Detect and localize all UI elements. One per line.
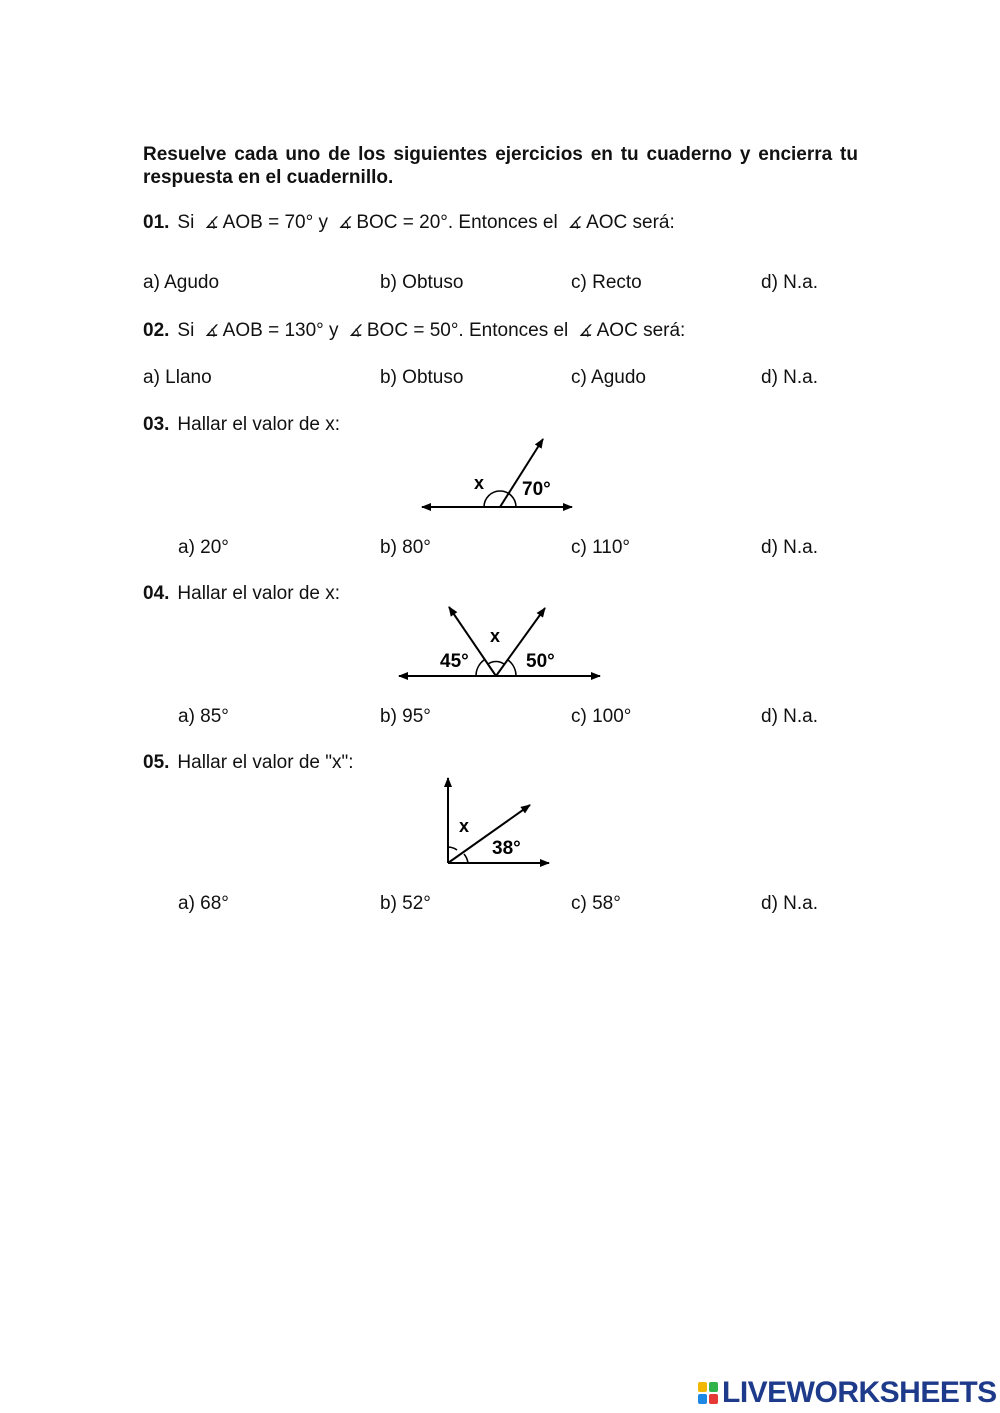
- option-b[interactable]: b) Obtuso: [380, 272, 464, 293]
- angle-arc: [464, 854, 468, 863]
- angle-icon: ∡: [204, 215, 219, 232]
- angle-icon: ∡: [567, 215, 583, 232]
- option-d[interactable]: d) N.a.: [761, 367, 819, 388]
- angle-arc: [476, 660, 484, 676]
- instructions: Resuelve cada uno de los siguientes ejercicios en tu cuaderno y encierra tu respuesta en el cuadernillo.: [143, 144, 858, 188]
- angle-label: 70°: [522, 479, 551, 500]
- option-a[interactable]: a) Llano: [143, 367, 212, 388]
- x-label: x: [474, 473, 485, 493]
- figure-04: [390, 598, 610, 690]
- question-04: 04. Hallar el valor de x:: [143, 583, 341, 604]
- angle-icon: ∡: [337, 215, 353, 232]
- question-number: 01.: [143, 212, 170, 233]
- option-c[interactable]: c) 58°: [571, 893, 621, 914]
- question-05: 05. Hallar el valor de "x":: [143, 752, 354, 773]
- angle-icon: ∡: [578, 323, 593, 340]
- logo-text: LIVEWORKSHEETS: [722, 1376, 997, 1409]
- logo-icon: [698, 1382, 718, 1404]
- angle-label-right: 50°: [526, 651, 555, 672]
- angle-icon: ∡: [204, 323, 219, 340]
- question-number: 05.: [143, 752, 170, 773]
- option-d[interactable]: d) N.a.: [761, 537, 819, 558]
- option-d[interactable]: d) N.a.: [761, 272, 819, 293]
- angle-arc: [508, 660, 516, 676]
- option-a[interactable]: a) 68°: [178, 893, 229, 914]
- option-c[interactable]: c) 100°: [571, 706, 632, 727]
- angle-icon: ∡: [348, 323, 363, 340]
- figure-03: [410, 430, 590, 525]
- option-a[interactable]: a) Agudo: [143, 272, 220, 293]
- angle-label: 38°: [492, 838, 521, 859]
- option-b[interactable]: b) 52°: [380, 893, 431, 914]
- x-label: x: [459, 816, 470, 836]
- option-c[interactable]: c) 110°: [571, 537, 630, 558]
- question-number: 03.: [143, 414, 170, 435]
- figure-05: [430, 770, 560, 872]
- angle-label-left: 45°: [440, 651, 469, 672]
- angle-arc: [448, 847, 457, 850]
- option-c[interactable]: c) Agudo: [571, 367, 646, 388]
- option-d[interactable]: d) N.a.: [761, 706, 819, 727]
- question-03: 03. Hallar el valor de x:: [143, 414, 341, 435]
- option-c[interactable]: c) Recto: [571, 272, 642, 293]
- angle-arc: [484, 491, 516, 507]
- angle-arc: [488, 661, 504, 664]
- question-number: 02.: [143, 320, 170, 341]
- x-label: x: [490, 626, 501, 646]
- option-b[interactable]: b) 95°: [380, 706, 431, 727]
- option-b[interactable]: b) 80°: [380, 537, 431, 558]
- option-b[interactable]: b) Obtuso: [380, 367, 464, 388]
- question-number: 04.: [143, 583, 170, 604]
- option-a[interactable]: a) 85°: [178, 706, 229, 727]
- option-d[interactable]: d) N.a.: [761, 893, 819, 914]
- question-01: 01. Si ∡ AOB = 70° y ∡ BOC = 20°. Entonces el ∡ AOC será:: [143, 212, 675, 233]
- liveworksheets-logo: [698, 1376, 997, 1410]
- question-02: 02. Si ∡ AOB = 130° y ∡ BOC = 50°. Entonces el ∡ AOC será:: [143, 320, 686, 341]
- option-a[interactable]: a) 20°: [178, 537, 229, 558]
